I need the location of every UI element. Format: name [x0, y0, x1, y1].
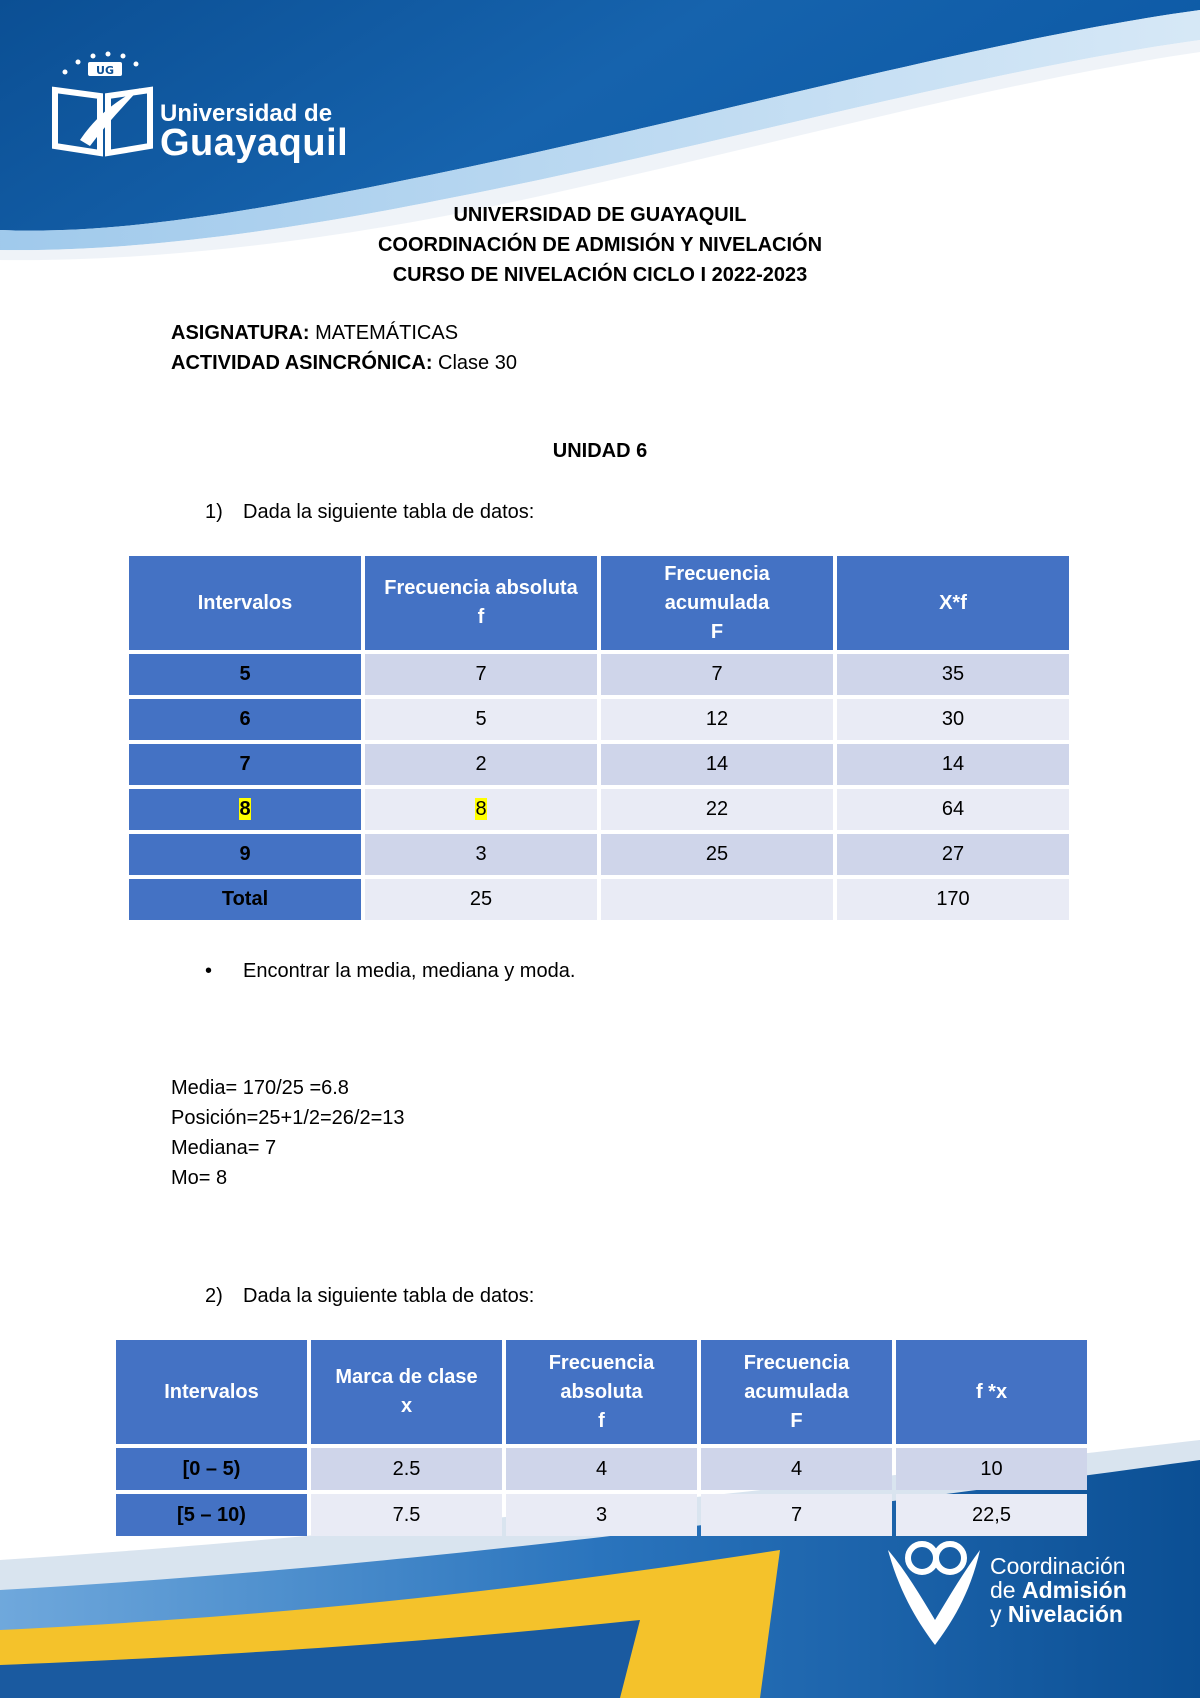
table-cell: 35 — [837, 654, 1069, 695]
actividad-label: ACTIVIDAD ASINCRÓNICA: — [171, 352, 433, 374]
table-row — [129, 834, 1069, 875]
question-2-text: Dada la siguiente tabla de datos: — [243, 1285, 535, 1307]
title-university: UNIVERSIDAD DE GUAYAQUIL — [453, 204, 747, 226]
answer-moda: Mo= 8 — [171, 1167, 228, 1189]
table-header-row — [129, 556, 1069, 650]
table-cell-label — [129, 789, 361, 830]
task-1 — [205, 956, 575, 986]
table1-header-xf: X*f — [837, 556, 1069, 650]
table-total-row — [129, 879, 1069, 920]
actividad-value: Clase 30 — [432, 352, 517, 374]
table-cell-label: 5 — [129, 654, 361, 695]
table-cell-label: 6 — [129, 699, 361, 740]
table-cell: 2 — [365, 744, 597, 785]
table-cell: 10 — [896, 1448, 1087, 1490]
unit-title: UNIDAD 6 — [552, 440, 648, 462]
table-cell-label: [0 – 5) — [116, 1448, 307, 1490]
table-cell: 64 — [837, 789, 1069, 830]
frequency-table-2 — [112, 1336, 1091, 1540]
table1-header-frecuencia-acumulada: Frecuencia acumulada F — [601, 556, 833, 650]
question-2-number: 2) — [205, 1285, 223, 1307]
table-cell: 7 — [701, 1494, 892, 1536]
question-1-text: Dada la siguiente tabla de datos: — [243, 501, 535, 523]
svg-text:UG: UG — [96, 64, 114, 77]
answer-media: Media= 170/25 =6.8 — [171, 1077, 349, 1099]
footer-logo-line1: Coordinación — [990, 1553, 1126, 1579]
table-cell: 14 — [837, 744, 1069, 785]
table-cell: 22 — [601, 789, 833, 830]
table-cell: 7 — [601, 654, 833, 695]
title-coordination: COORDINACIÓN DE ADMISIÓN Y NIVELACIÓN — [377, 234, 823, 256]
question-1-number: 1) — [205, 501, 223, 523]
table-cell: 30 — [837, 699, 1069, 740]
highlighted-frequency-value: 8 — [475, 798, 487, 820]
task-1-text: Encontrar la media, mediana y moda. — [243, 960, 576, 982]
question-2 — [205, 1281, 534, 1311]
table-cell: 3 — [365, 834, 597, 875]
table-cell: 2.5 — [311, 1448, 502, 1490]
table-cell: 14 — [601, 744, 833, 785]
asignatura-line — [171, 318, 458, 348]
table-cell — [365, 789, 597, 830]
table-row — [116, 1494, 1087, 1536]
table-cell: 7 — [365, 654, 597, 695]
table-cell: 4 — [701, 1448, 892, 1490]
table-cell: 22,5 — [896, 1494, 1087, 1536]
table-cell-label: [5 – 10) — [116, 1494, 307, 1536]
table-cell: 25 — [601, 834, 833, 875]
question-1 — [205, 497, 534, 527]
bullet-icon: • — [205, 960, 213, 982]
ug-shield-icon — [880, 1540, 985, 1650]
table1-header-frecuencia-absoluta: Frecuencia absoluta f — [365, 556, 597, 650]
table-cell-label: 9 — [129, 834, 361, 875]
table1-header-intervalos: Intervalos — [129, 556, 361, 650]
table2-header-frecuencia-absoluta: Frecuencia absoluta f — [506, 1340, 697, 1444]
university-logo — [50, 48, 350, 168]
table-cell: 12 — [601, 699, 833, 740]
table2-header-intervalos: Intervalos — [116, 1340, 307, 1444]
table-row — [129, 789, 1069, 830]
frequency-table-1 — [125, 552, 1073, 924]
table-cell: 25 — [365, 879, 597, 920]
coordination-logo — [880, 1540, 1180, 1670]
table-cell: 170 — [837, 879, 1069, 920]
table-row — [116, 1448, 1087, 1490]
table-cell-label: 7 — [129, 744, 361, 785]
table2-header-frecuencia-acumulada: Frecuencia acumulada F — [701, 1340, 892, 1444]
logo-title-line1: Universidad de — [160, 100, 333, 127]
table2-header-marca-de-clase: Marca de clase x — [311, 1340, 502, 1444]
table-row — [129, 744, 1069, 785]
table-cell: 27 — [837, 834, 1069, 875]
answer-posicion: Posición=25+1/2=26/2=13 — [171, 1107, 405, 1129]
table-row — [129, 699, 1069, 740]
footer-logo-line3: y Nivelación — [990, 1601, 1123, 1627]
table-cell: 3 — [506, 1494, 697, 1536]
table-cell: 4 — [506, 1448, 697, 1490]
title-course: CURSO DE NIVELACIÓN CICLO I 2022-2023 — [392, 264, 808, 286]
book-emblem-icon — [50, 48, 160, 168]
highlighted-mode-value: 8 — [239, 798, 251, 820]
answer-mediana: Mediana= 7 — [171, 1137, 277, 1159]
logo-title-line2: Guayaquil — [160, 122, 349, 164]
table-cell: 5 — [365, 699, 597, 740]
table-row — [129, 654, 1069, 695]
table-cell — [601, 879, 833, 920]
table-cell-label: Total — [129, 879, 361, 920]
table2-header-fx: f *x — [896, 1340, 1087, 1444]
footer-logo-line2: de Admisión — [990, 1577, 1127, 1603]
table-cell: 7.5 — [311, 1494, 502, 1536]
actividad-line — [171, 348, 517, 378]
asignatura-value: MATEMÁTICAS — [309, 322, 459, 344]
table-header-row — [116, 1340, 1087, 1444]
asignatura-label: ASIGNATURA: — [171, 322, 310, 344]
